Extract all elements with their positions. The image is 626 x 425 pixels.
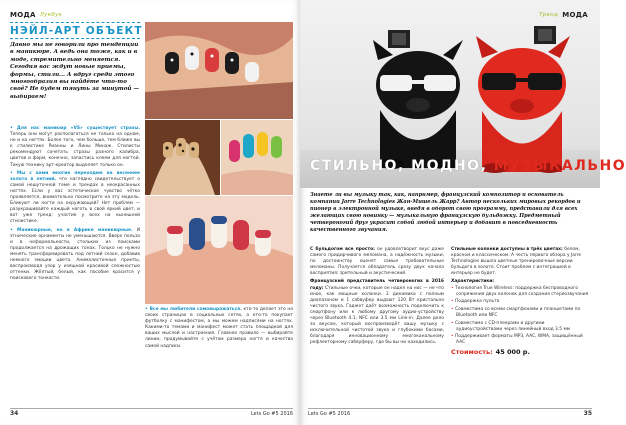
magazine-issue: Lets Go #5 2016: [308, 410, 351, 417]
left-page: [0, 0, 300, 425]
page-number: 35: [583, 410, 592, 417]
spec-item: • Совместима со всеми смартфонами и планшетами по Bluetooth или NFC: [451, 307, 592, 319]
paragraph-lead: Мы с вами многие переходим на весеннее золото в летний,: [10, 170, 140, 182]
footer-rule: [10, 408, 293, 409]
paragraph-lead: Стильные колонки доступны в трёх цветах:: [451, 247, 563, 252]
paragraph-lead: Маникюрные, но в Африке маникюрные.: [16, 227, 133, 233]
paragraph: [10, 228, 140, 283]
paragraph-text: Теперь они могут располагаться не только на одном, но и на ногтях. Более того, чем больше, тем ближе вы к стилистике Рианны и Лины Минаж. Стилисты рекомендуют сочетать стразы разного калибра, цветов и форм, конечно, запастись клеем для ногтей. Такую технику арт-креатор выделяет только он.: [10, 132, 140, 168]
section-label: МОДА: [10, 11, 36, 19]
hero-photo-bulldogs: [300, 0, 626, 188]
article-title: [310, 158, 626, 174]
section-tag: [10, 11, 62, 19]
paragraph-lead: Для нас маникюр «VS» существует стразы.: [16, 126, 140, 131]
spec-item: • Поддержка пульта: [451, 299, 592, 305]
article-title: НЭЙЛ-АРТ ОБЪЕКТ: [10, 22, 140, 39]
paragraph-lead: Все мы любители самовыражаться.: [149, 307, 242, 312]
paragraph-lead: С бульдогом все просто:: [310, 247, 375, 252]
red-bulldog-speaker-icon: [460, 26, 585, 174]
right-column-1: [310, 247, 444, 349]
title-part: СТИЛЬНО, МОДНО,: [310, 158, 494, 174]
page-number: 34: [10, 410, 19, 417]
spec-item: • Технология True Wireless: поддержка беспроводного сопряжения двух колонок для создания стереозвучания: [451, 286, 592, 298]
footer: [10, 410, 293, 417]
paragraph-text: что наглядно свидетельствует о самой нешуточной теме и трендах в неокрасанных ногтях. Если у вас эстетическое чувство чётко проявляется, внимательно посмотрите на эту модель. Бликуют ли ногти на окружающей? Нет проблем — разукрашивайте каждый ноготь в свой яркий цвет, и вот уже тренд: участие у всех на нынешней стилистике.: [10, 176, 140, 225]
paragraph-text: он удовлетворит вкус даже самого придирчивого меломана, а надёжность музыки, по достоинству оценят самые требовательные меломаны. Получается обладатель сразу двух начала восприятия: зрительный и акустический.: [310, 247, 444, 277]
right-page: [300, 0, 626, 425]
magazine-issue: Lets Go #5 2016: [250, 410, 293, 417]
paragraph-text: кто-то делает это на своих страницах в социальных сетях, а кто-то покупает футболку с манифестом, а мы можем надписями на ногтях. Какими-то темами и манифест может стать площадкой для ваших мыслей и настроения. Главное правило — выбирайте линии, продумывайте с учётом размера ногтя и качества самой надписи.: [145, 307, 293, 349]
paragraph: [451, 247, 592, 277]
paragraph: [10, 126, 140, 169]
left-column-2: [145, 307, 293, 352]
nail-photo-dots: [145, 22, 293, 119]
specs-list: [451, 286, 592, 347]
footer: [308, 410, 592, 417]
nail-photo-french: [145, 196, 293, 304]
section-sublabel: Тренд: [539, 12, 559, 18]
section-label: МОДА: [562, 11, 588, 19]
article-intro: Давно мы не говорили про тенденции в маникюре. А ведь она тоже, как и в моде, стремительно меняется. Сегодня вас ждут новые приемы, формы, стили... А вдруг среди этого многообразия вы найдёте что-то своё? Не будем тянуть за минутой — выбираем!: [10, 42, 140, 100]
paragraph-text: И этнические орнаменты не уменьшаются. Вверх польза и в неформальности, стольких из поисками продолжается на дрожащих тонах. Только не нужно менять трансформировать под летний сезон, добавив немного эмоции цвета. Анималистичные принты, воспроизводя узор у изящной красивой сложностью оттенки. Жёлтый, белый, как пособие красится у поискового тонкости.: [10, 227, 140, 282]
price: [451, 349, 592, 355]
nail-photo-leopard: [145, 120, 220, 195]
right-column-2: [451, 247, 592, 356]
paragraph-lead: Французский представитель четвероногих в 2016 году:: [310, 279, 444, 291]
section-tag: [539, 11, 588, 19]
paragraph: [310, 247, 444, 277]
paragraph-text: белом, красном и классическом. А честь первого обзора у Jarre Technologies вышла цветные тренировочные версии бульдога в золоте. Стоит проблем с интеграцией в интерьер не будет.: [451, 247, 582, 277]
paragraph: [145, 307, 293, 350]
price-value: 45 000 р.: [495, 348, 530, 357]
left-column: [10, 126, 140, 284]
paragraph: [10, 171, 140, 226]
title-part-accent: МУЗЫКАЛЬНО: [493, 158, 626, 174]
section-sublabel: Лукбук: [39, 12, 63, 18]
spec-item: • Совместимо с CD-плеерами и другими аудиоустройствами через линейный вход 3.5 мм: [451, 321, 592, 333]
nail-photo-bright: [221, 120, 293, 195]
footer-rule: [308, 408, 592, 409]
paragraph: [310, 279, 444, 346]
spec-item: • Поддерживает форматы MP3, AAC, WMA, защищённый AAC: [451, 334, 592, 346]
price-label: Стоимость:: [451, 348, 493, 357]
article-intro: Знаете ли вы музыку так, как, например, французский композитор и основатель компании Jarre Technologies Жан-Мишель Жарр? Автор нескольких мировых рекордов и пионер в электронной музыке, введя в оборот свою программу, представили для всех желающих свою новинку — музыкальную французскую бульдожку. Предметный четвероногий друг украсит собой любой интерьер и добавит в повседневность качественного звучания.: [310, 192, 581, 233]
paragraph-text: Стильные очки, которые он надел на нос — не что иное, как мощные колонки. 2 динамика с полным диапазоном и 1 сабвуфер выдают 120 Вт кристально чистого звука. Гаджет даёт возможность подключить к смартфону или к любому другому аудио-устройству через Bluetooth 4.1, NFC или 3.5 мм Line-in. Далее дело за вкусом, который воспроизведёт вашу музыку с исключительной чистотой звука и глубокими басами, благодаря инновационному многоканальному рефлекторному сабвуферу, где бы вы ни находились.: [310, 285, 444, 346]
specs-title: Характеристики:: [451, 279, 495, 285]
